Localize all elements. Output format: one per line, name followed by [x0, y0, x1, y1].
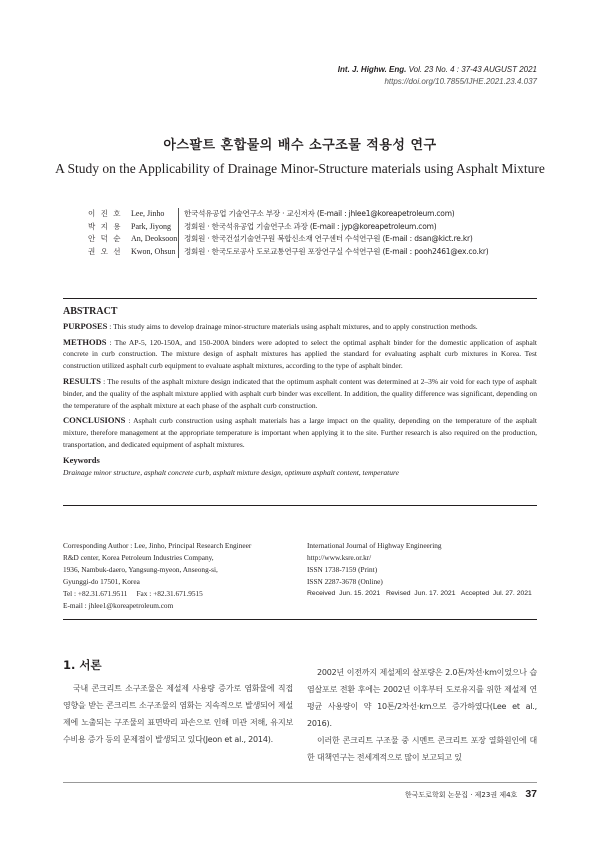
doi-link[interactable]: https://doi.org/10.7855/IJHE.2021.23.4.037 [384, 77, 537, 86]
journal-volume: Vol. 23 No. 4 : 37-43 AUGUST 2021 [408, 65, 537, 74]
journal-info-line: International Journal of Highway Engineering [307, 541, 442, 550]
keywords-heading: Keywords [63, 454, 100, 465]
article-dates: Received Jun. 15. 2021 Revised Jun. 17. 2021 Accepted Jul. 27. 2021 [307, 590, 532, 597]
author-name-en: Kwon, Ohsun [131, 246, 176, 256]
divider [178, 208, 179, 221]
journal-info-line: ISSN 2287-3678 (Online) [307, 577, 383, 586]
correspondence-line: 1936, Nambuk-daero, Yangsung-myeon, Anseong-si, [63, 565, 218, 574]
purposes-text: : This study aims to develop drainage minor-structure materials using asphalt mixtures, and to apply construction methods. [107, 321, 478, 331]
author-name-ko: 박 지 용 [88, 221, 123, 231]
results-label: RESULTS [63, 375, 101, 386]
author-affiliation: 한국석유공업 기술연구소 부장 · 교신저자 (E-mail : jhlee1@koreapetroleum.com) [184, 209, 455, 218]
body-paragraph: 2002년 이전까지 제설제의 살포량은 2.0톤/차선·km이었으나 습염살포로 전환 후에는 2002년 이후부터 도로유지를 위한 제설제 연평균 사용량이 약 10톤/2차선·km으로 증가하였다(Lee et al., 2016). [307, 668, 537, 728]
divider [178, 221, 179, 234]
author-row [88, 233, 489, 246]
journal-name: Int. J. Highw. Eng. [337, 65, 407, 74]
abstract-heading: ABSTRACT [63, 306, 118, 317]
methods-text: : The AP-5, 120-150A, and 150-200A binders were adopted to select the optimal asphalt binder for the domestic application of asphalt concrete in curb construction. The mixture design of asphalt mixtures has applied the standard for evaluating asphalt curb mixtures in Korea. Test construction utilized asphalt curb equipment to evaluate asphalt mixtures, according to the type of asphalt binder. [63, 337, 537, 371]
title-korean: 아스팔트 혼합물의 배수 소구조물 적용성 연구 [163, 138, 437, 153]
body-paragraph: 이러한 콘크리트 구조물 중 시멘트 콘크리트 포장 열화원인에 대한 대책연구는 전세계적으로 많이 보고되고 있 [307, 736, 537, 762]
author-name-ko: 권 오 선 [88, 246, 123, 256]
footer-rule [63, 782, 537, 783]
author-list [88, 208, 489, 258]
footer-journal: 한국도로학회 논문집 · 제23권 제4호 [404, 791, 518, 799]
title-english: A Study on the Applicability of Drainage Minor-Structure materials using Asphalt Mixture [55, 161, 545, 176]
abstract-bottom-rule [63, 505, 537, 506]
author-affiliation: 정회원 · 한국도로공사 도로교통연구원 포장연구실 수석연구원 (E-mail : pooh2461@ex.co.kr) [184, 246, 489, 256]
conclusions-text: : Asphalt curb construction using asphalt materials has a large impact on the quality, depending on the temperature of the asphalt mixture, therefore management at the appropriate temperature is important when applying it to the site. Further research is also required on the production, transportation, and dedicated equipment of asphalt mixtures. [63, 416, 537, 449]
author-name-ko: 이 진 호 [88, 209, 123, 218]
abstract-results [63, 376, 537, 411]
author-affiliation: 정회원 · 한국석유공업 기술연구소 과장 (E-mail : jyp@koreapetroleum.com) [184, 221, 437, 231]
results-text: : The results of the asphalt mixture design indicated that the optimum asphalt content was determined at 2–3% air void for each type of asphalt binder, and the quality of the asphalt mixture applied with asphalt curb binder was excellent. In addition, the quality difference was significant, depending on the temperature of the asphalt mixture at each phase of the asphalt curb construction. [63, 376, 537, 410]
page-footer [405, 788, 537, 800]
purposes-label: PURPOSES [63, 320, 108, 331]
journal-info-line: ISSN 1738-7159 (Print) [307, 565, 378, 574]
abstract-methods [63, 337, 537, 372]
body-column-right [307, 664, 537, 766]
journal-info-block [307, 540, 532, 600]
body-paragraph: 국내 콘크리트 소구조물은 제설제 사용량 증가로 염화물에 직접 영향을 받는 콘크리트 소구조물의 염화는 지속적으로 발생되어 제설제에 노출되는 구조물의 표면박리 파손으로 인해 미관 저해, 유지보수비용 증가 등의 문제점이 발생되고 있다(Jeon et al., 2014). [63, 684, 293, 744]
abstract-purposes [63, 321, 537, 333]
correspondence-line: Gyunggi-do 17501, Korea [63, 577, 140, 586]
page-number: 37 [525, 788, 537, 800]
author-name-en: An, Deoksoon [131, 234, 178, 243]
section-rule [63, 619, 537, 620]
author-row [88, 208, 489, 221]
correspondence-block [63, 540, 251, 612]
abstract-top-rule [63, 298, 537, 299]
divider [178, 246, 179, 259]
keywords-text: Drainage minor structure, asphalt concrete curb, asphalt mixture design, optimum asphalt content, temperature [63, 467, 399, 477]
correspondence-line: Tel : +82.31.671.9511 Fax : +82.31.671.9515 [63, 589, 203, 598]
author-row [88, 221, 489, 234]
methods-label: METHODS [63, 336, 107, 347]
author-name-ko: 안 덕 순 [88, 234, 123, 243]
abstract-conclusions [63, 415, 537, 450]
correspondence-line: Corresponding Author : Lee, Jinho, Principal Research Engineer [63, 541, 252, 550]
section-title: 1. 서론 [63, 658, 102, 672]
correspondence-line: R&D center, Korea Petroleum Industries Company, [63, 553, 214, 562]
author-row [88, 246, 489, 259]
correspondence-email[interactable]: E-mail : jhlee1@koreapetroleum.com [63, 601, 174, 610]
journal-url[interactable]: http://www.ksre.or.kr/ [307, 553, 372, 562]
author-name-en: Park, Jiyong [131, 221, 171, 231]
divider [178, 233, 179, 246]
journal-header [338, 64, 537, 88]
abstract-section [63, 306, 537, 478]
author-name-en: Lee, Jinho [131, 209, 165, 218]
conclusions-label: CONCLUSIONS [63, 415, 126, 426]
body-column-left [63, 680, 293, 748]
author-affiliation: 정회원 · 한국건설기술연구원 복합신소재 연구센터 수석연구원 (E-mail : dsan@kict.re.kr) [184, 234, 473, 243]
